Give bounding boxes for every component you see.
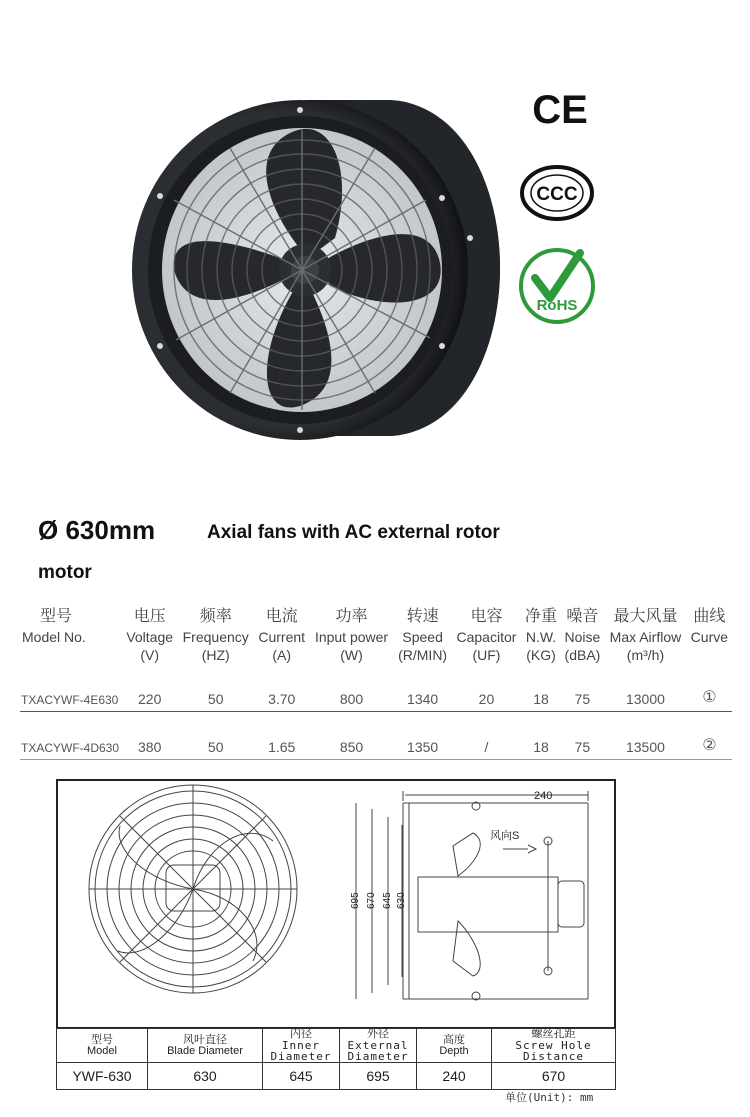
dim-header-external-diameter: 外径 External Diameter	[340, 1029, 417, 1063]
spec-cell-curve: ①	[687, 664, 732, 712]
spec-header-curve: 曲线 Curve	[690, 608, 729, 645]
table-row	[57, 1063, 616, 1090]
rohs-mark-icon	[521, 250, 593, 322]
spec-cell-noise: 75	[561, 712, 604, 760]
product-subtitle: Axial fans with AC external rotor	[207, 522, 500, 543]
spec-cell-weight: 18	[521, 712, 560, 760]
ccc-mark: CCC	[536, 184, 578, 205]
dim-cell-depth: 240	[417, 1063, 492, 1090]
spec-header-noise: 噪音 Noise (dBA)	[564, 608, 601, 663]
height-label-630: 630	[396, 892, 407, 909]
dim-header-inner-diameter: 内径 Inner Diameter	[263, 1029, 340, 1063]
spec-header-capacitor: 电容 Capacitor (UF)	[456, 608, 517, 663]
spec-cell-current: 3.70	[254, 664, 309, 712]
spec-table	[20, 606, 732, 760]
drawing-canvas	[58, 781, 614, 1027]
spec-cell-model: TXACYWF-4D630	[20, 712, 122, 760]
spec-table-header	[20, 606, 732, 664]
product-subtitle-line2: motor	[38, 562, 92, 583]
spec-header-frequency: 频率 Frequency (HZ)	[182, 608, 249, 663]
spec-cell-frequency: 50	[177, 664, 254, 712]
table-row	[20, 712, 732, 760]
dim-cell-blade-diameter: 630	[148, 1063, 263, 1090]
dim-cell-external-diameter: 695	[340, 1063, 417, 1090]
spec-cell-noise: 75	[561, 664, 604, 712]
depth-dimension-label: 240	[534, 790, 553, 802]
spec-cell-voltage: 380	[122, 712, 177, 760]
ce-mark-icon	[532, 88, 588, 132]
dim-cell-inner-diameter: 645	[263, 1063, 340, 1090]
spec-cell-voltage: 220	[122, 664, 177, 712]
dim-header-screw-hole-distance: 螺丝孔距 Screw Hole Distance	[492, 1029, 616, 1063]
dimension-table-header	[57, 1029, 616, 1063]
spec-cell-capacitor: 20	[452, 664, 522, 712]
product-diameter-title: Ø 630mm	[38, 515, 156, 545]
height-label-695: 695	[350, 892, 361, 909]
spec-cell-weight: 18	[521, 664, 560, 712]
certification-marks	[510, 78, 610, 328]
spec-cell-speed: 1350	[394, 712, 452, 760]
fan-photo	[130, 88, 510, 448]
spec-header-power: 功率 Input power (W)	[314, 608, 389, 663]
rohs-mark: RoHS	[536, 297, 578, 314]
table-row	[20, 664, 732, 712]
height-label-645: 645	[382, 892, 393, 909]
spec-cell-curve: ②	[687, 712, 732, 760]
dimension-table	[56, 1028, 616, 1090]
front-view-drawing	[89, 785, 297, 993]
dim-cell-screw-hole-distance: 670	[492, 1063, 616, 1090]
spec-cell-frequency: 50	[177, 712, 254, 760]
spec-header-model: 型号 Model No.	[22, 608, 86, 645]
spec-cell-speed: 1340	[394, 664, 452, 712]
spec-header-airflow: 最大风量 Max Airflow (m³/h)	[609, 608, 682, 663]
spec-header-weight: 净重 N.W. (KG)	[525, 608, 558, 663]
airflow-direction-label: 风向S	[490, 830, 520, 842]
unit-note: 单位(Unit): mm	[505, 1091, 594, 1104]
height-label-670: 670	[366, 892, 377, 909]
spec-header-voltage: 电压 Voltage (V)	[126, 608, 174, 663]
spec-header-speed: 转速 Speed (R/MIN)	[398, 608, 448, 663]
dim-header-depth: 高度 Depth	[417, 1029, 492, 1063]
spec-cell-airflow: 13000	[604, 664, 687, 712]
dim-header-blade-diameter: 风叶直径 Blade Diameter	[148, 1029, 263, 1063]
dim-cell-model: YWF-630	[57, 1063, 148, 1090]
spec-cell-current: 1.65	[254, 712, 309, 760]
spec-cell-capacitor: /	[452, 712, 522, 760]
ce-mark: CE	[532, 88, 588, 132]
spec-cell-airflow: 13500	[604, 712, 687, 760]
spec-cell-power: 850	[309, 712, 393, 760]
dim-header-model: 型号 Model	[57, 1029, 148, 1063]
spec-table-section	[0, 600, 750, 760]
technical-drawing	[56, 779, 616, 1029]
spec-cell-model: TXACYWF-4E630	[20, 664, 122, 712]
ccc-mark-icon	[522, 167, 592, 219]
spec-cell-power: 800	[309, 664, 393, 712]
spec-header-current: 电流 Current (A)	[258, 608, 306, 663]
